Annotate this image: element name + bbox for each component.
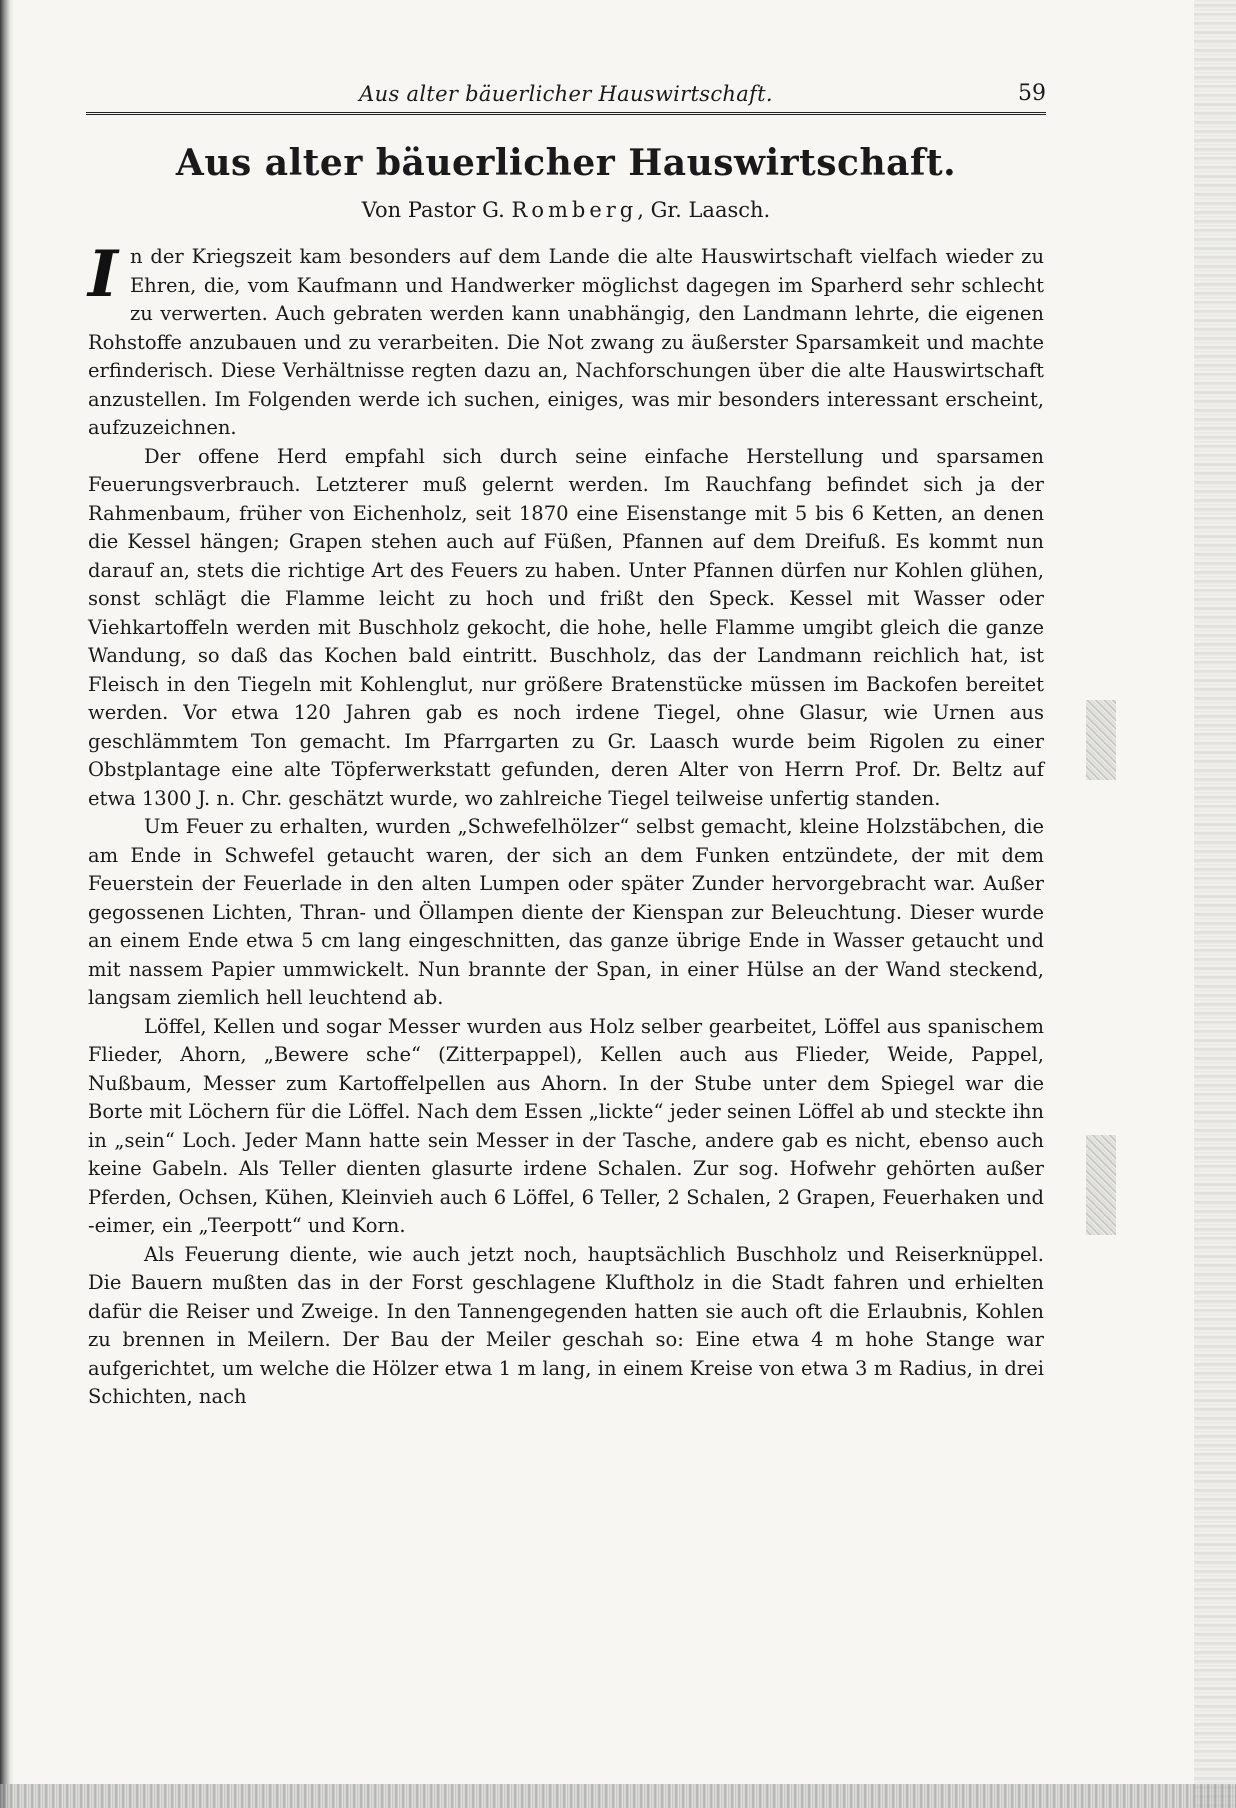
scan-artifact bbox=[1086, 700, 1116, 780]
paragraph bbox=[88, 237, 1044, 443]
page-number: 59 bbox=[1018, 81, 1046, 106]
page-bottom-edge bbox=[0, 1784, 1236, 1808]
author-name: Romberg bbox=[511, 198, 638, 222]
page-binding-edge bbox=[0, 0, 14, 1808]
byline-prefix: Von Pastor G. bbox=[361, 198, 512, 222]
paragraph: Löffel, Kellen und sogar Messer wurden aus Holz selber gearbeitet, Löffel aus spanischem Flieder, Ahorn, „Bewere sche“ (Zitterpappel), Kellen auch aus Flieder, Weide, Pappel, Nußbaum, Messer zum Kartoffelpellen aus Ahorn. In der Stube unter dem Spiegel war die Borte mit Löchern für die Löffel. Nach dem Essen „lickte“ jeder seinen Löffel ab und steckte ihn in „sein“ Loch. Jeder Mann hatte sein Messer in der Tasche, andere gab es nicht, ebenso auch keine Gabeln. Als Teller dienten glasurte irdene Schalen. Zur sog. Hofwehr gehörten außer Pferden, Ochsen, Kühen, Kleinvieh auch 6 Löffel, 6 Teller, 2 Schalen, 2 Grapen, Feuerhaken und -eimer, ein „Teerpott“ und Korn. bbox=[88, 1014, 1044, 1237]
running-header bbox=[86, 78, 1046, 115]
paragraph: Um Feuer zu erhalten, wurden „Schwefelhölzer“ selbst gemacht, kleine Holzstäbchen, die am Ende in Schwefel getaucht waren, der sich an dem Funken entzündete, der mit dem Feuerstein der Feuerlade in den alten Lumpen oder später Zunder hervorgebracht war. Außer gegossenen Lichten, Thran- und Öllampen diente der Kienspan zur Beleuchtung. Dieser wurde an einem Ende etwa 5 cm lang eingeschnitten, das ganze übrige Ende in Wasser getaucht und mit nassem Papier ummwickelt. Nun brannte der Span, in einer Hülse an der Wand steckend, langsam ziemlich hell leuchtend ab. bbox=[88, 815, 1044, 1009]
byline bbox=[86, 198, 1046, 222]
paragraph: Der offene Herd empfahl sich durch seine einfache Herstellung und sparsamen Feuerungsverbrauch. Letzterer muß gelernt werden. Im Rauchfang befindet sich ja der Rahmenbaum, früher von Eichenholz, seit 1870 eine Eisenstange mit 5 bis 6 Ketten, an denen die Kessel hängen; Grapen stehen auch auf Füßen, Pfannen auf dem Dreifuß. Es kommt nun darauf an, stets die richtige Art des Feuers zu haben. Unter Pfannen dürfen nur Kohlen glühen, sonst schlägt die Flamme leicht zu hoch und frißt den Speck. Kessel mit Wasser oder Viehkartoffeln werden mit Buschholz gekocht, die hohe, helle Flamme umgibt gleich die ganze Wandung, so daß das Kochen bald eintritt. Buschholz, das der Landmann reichlich hat, ist Fleisch in den Tiegeln mit Kohlenglut, nur größere Bratenstücke müssen im Backofen bereitet werden. Vor etwa 120 Jahren gab es noch irdene Tiegel, ohne Glasur, wie Urnen aus geschlämmtem Ton gemacht. Im Pfarrgarten zu Gr. Laasch wurde beim Rigolen zu einer Obstplantage eine alte Töpferwerkstatt gefunden, deren Alter von Herrn Prof. Dr. Beltz auf etwa 1300 J. n. Chr. geschätzt wurde, wo zahlreiche Tiegel teilweise unfertig standen. bbox=[88, 444, 1044, 810]
paragraph: Als Feuerung diente, wie auch jetzt noch, hauptsächlich Buschholz und Reiserknüppel. Die Bauern mußten das in der Forst geschlagene Kluftholz in die Stadt fahren und erhielten dafür die Reiser und Zweige. In den Tannengegenden hatten sie auch oft die Erlaubnis, Kohlen zu brennen in Meilern. Der Bau der Meiler geschah so: Eine etwa 4 m hohe Stange war aufgerichtet, um welche die Hölzer etwa 1 m lang, in einem Kreise von etwa 3 m Radius, in drei Schichten, nach bbox=[88, 1242, 1044, 1408]
article-body bbox=[88, 237, 1044, 1412]
drop-cap: I bbox=[88, 237, 118, 312]
paragraph-text: n der Kriegszeit kam besonders auf dem Lande die alte Hauswirtschaft vielfach wieder zu Ehren, die, vom Kaufmann und Handwerker möglichst dagegen im Sparherd sehr schlecht zu verwerten. Auch gebraten werden kann unabhängig, den Landmann lehrte, die eigenen Rohstoffe anzubauen und zu verarbeiten. Die Not zwang zu äußerster Sparsamkeit und machte erfinderisch. Diese Verhältnisse regten dazu an, Nachforschungen über die alte Hauswirtschaft anzustellen. Im Folgenden werde ich suchen, einiges, was mir besonders interessant erscheint, aufzuzeichnen. bbox=[88, 245, 1044, 439]
byline-suffix: , Gr. Laasch. bbox=[637, 198, 771, 222]
page-right-edge bbox=[1194, 0, 1236, 1808]
running-header-title: Aus alter bäuerlicher Hauswirtschaft. bbox=[359, 82, 773, 106]
article-title: Aus alter bäuerlicher Hauswirtschaft. bbox=[175, 142, 957, 184]
scan-artifact bbox=[1086, 1135, 1116, 1235]
